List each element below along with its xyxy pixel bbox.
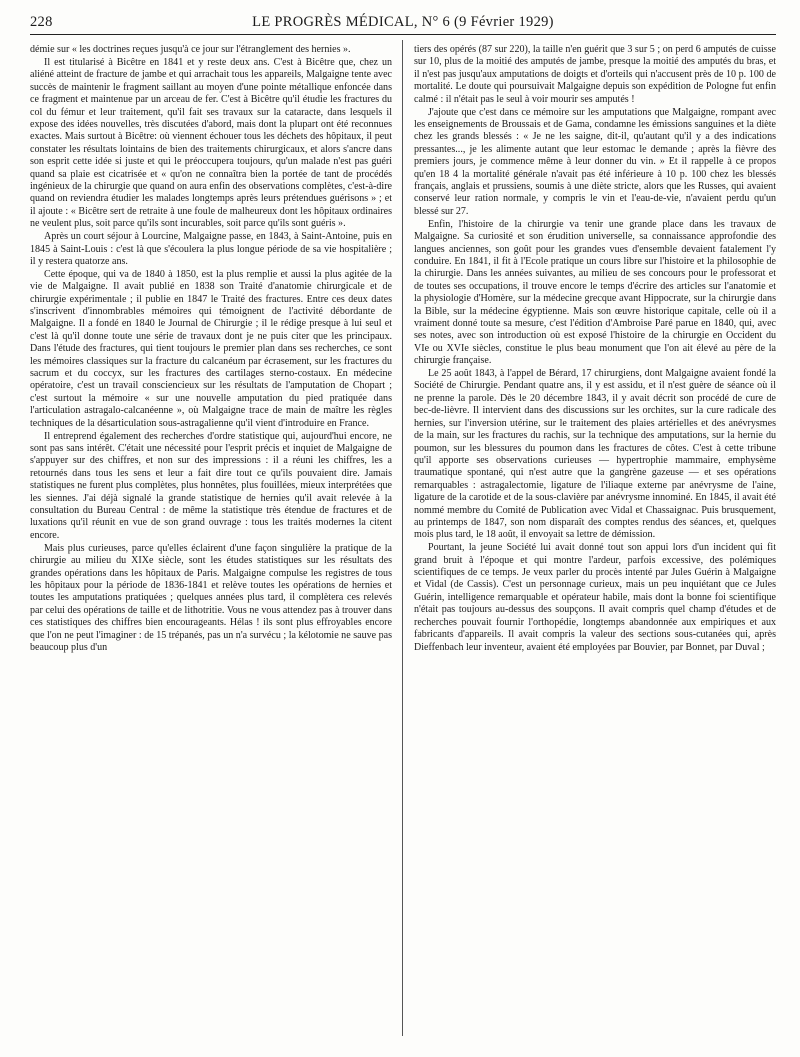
right-column xyxy=(414,44,776,1044)
left-column xyxy=(30,44,392,1044)
paragraph: démie sur « les doctrines reçues jusqu'à ce jour sur l'étranglement des hernies ». xyxy=(30,44,351,55)
paragraph: Il est titularisé à Bicêtre en 1841 et y reste deux ans. C'est à Bicêtre que, chez un aliéné atteint de fracture de jambe et qui arrachait tous les appareils, Malgaigne tente avec succès de maintenir le fragment saillant au moyen d'une pointe métallique enfoncée dans ce fragment et maintenue par un arceau de fer. C'est à Bicêtre qu'il étudie les fractures du col du fémur et leur traitement, qu'il fait ses travaux sur la cataracte, dans lesquels il expose des idées nouvelles, très discutées d'abord, mais dont la plupart ont été reconnues exactes. Mais surtout à Bicêtre: où viennent échouer tous les déchets des hôpitaux, il peut constater les résultats lointains de bien des traitements chirurgicaux, et alors s'ancre dans son esprit cette idée si juste et qui le préoccupera toujours, qu'un malade n'est pas guéri quand sa plaie est cicatrisée et « qu'on ne connaîtra bien la portée de tant de procédés ingénieux de la chirurgie que quand on aura enfin des observations complètes, c'est-à-dire quand on reviendra étudier les malades longtemps après leurs prétendues guérisons » ; et il ajoute : « Bicêtre sert de retraite à une foule de malheureux dont les hôpitaux ordinaires ne veulent plus, soit parce qu'ils sont incurables, soit parce qu'ils sont guéris ». xyxy=(30,56,392,230)
paragraph: Mais plus curieuses, parce qu'elles éclairent d'une façon singulière la pratique de la chirurgie au milieu du XIXe siècle, sont les études statistiques sur les résultats des grandes opérations dans les hôpitaux de Paris. Malgaigne compulse les registres de tous les hôpitaux pour la période de 1836-1841 et relève toutes les opérations de hernies et toutes les amputations pratiquées ; quelques années plus tard, il complètera ces relevés par celui des opérations de taille et de lithotritie. Vous ne vous attendez pas à trouver dans ces statistiques des chiffres bien encourageants. Hélas ! ils sont plus effroyables encore que l'on ne peut l'imaginer : de 15 trépanés, pas un n'a survécu ; la kélotomie ne sauve pas beaucoup plus d'un xyxy=(30,542,392,653)
paragraph: J'ajoute que c'est dans ce mémoire sur les amputations que Malgaigne, rompant avec les enseignements de Broussais et de Gama, condamne les émissions sanguines et la diète chez les grands blessés : « Je ne les saigne, dit-il, qu'autant qu'il y a des indications pressantes..., je les alimente autant que leur estomac le demande ; après la fièvre des premiers jours, je commence même à leur donner du vin. » Et il rappelle à ce propos qu'en 18 4 la mortalité générale n'avait pas été inférieure à 10 p. 100 chez les blessés français, anglais et prussiens, soumis à une diète stricte, alors que les Russes, qui avaient conservé leur ration normale, y compris le vin et l'eau-de-vie, n'avaient perdu qu'un blessé sur 27. xyxy=(414,106,776,217)
paragraph: Enfin, l'histoire de la chirurgie va tenir une grande place dans les travaux de Malgaigne. Sa curiosité et son érudition universelle, sa connaissance approfondie des langues anciennes, son goût pour les grandes vues d'ensemble devaient fatalement l'y conduire. En 1841, il fit à l'Ecole pratique un cours libre sur l'histoire et la philosophie de la chirurgie. Dans les années suivantes, au milieu de ses concours pour le professorat et de toutes ses occupations, il trouve encore le temps d'écrire des articles sur l'anatomie et la physiologie d'Homère, sur la médecine grecque avant Hippocrate, sur la chirurgie dans la Bible, sur la médecine égyptienne. Mais son œuvre historique capitale, celle où il a vraiment donné toute sa mesure, c'est l'édition d'Ambroise Paré parue en 1840, qui, avec ses notes, avec son introduction où est exposé l'histoire de la chirurgie en Occident du VIe ou XVIe siècles, constitue le plus beau monument que l'on ait élevé au père de la chirurgie française. xyxy=(414,218,776,367)
paragraph: Il entreprend également des recherches d'ordre statistique qui, aujourd'hui encore, ne sont pas sans intérêt. C'était une nécessité pour l'esprit précis et inquiet de Malgaigne de s'appuyer sur des chiffres, et non sur des impressions : il a réuni les chiffres, les a retournés dans tous les sens et leur a fait dire tout ce qu'ils pouvaient dire. Jamais statistiques ne furent plus complètes, plus honnêtes, plus fouillées, mieux interprétées que les siennes. J'ai déjà signalé la grande statistique de hernies qu'il avait relevée à la consultation du Bureau Central : de même la statistique très étendue de fractures et de luxations qu'il réunit en vue de son grand ouvrage : tous les traités modernes la citent encore. xyxy=(30,430,392,541)
paragraph: tiers des opérés (87 sur 220), la taille n'en guérit que 3 sur 5 ; on perd 6 amputés de cuisse sur 10, plus de la moitié des amputés de jambe, presque la moitié des amputés du bras, et il n'est pas jusqu'aux amputations de doigts et d'orteils qui n'accusent près de 10 p. 100 de mortalité. Le doute qui poursuivait Malgaigne depuis son expédition de Pologne fut enfin calmé : il n'était pas le seul à voir mourir ses amputés ! xyxy=(414,44,776,105)
column-divider xyxy=(402,40,403,1036)
paragraph: Cette époque, qui va de 1840 à 1850, est la plus remplie et aussi la plus agitée de la vie de Malgaigne. Il avait publié en 1838 son Traité d'anatomie chirurgicale et de chirurgie expérimentale ; il publie en 1847 le Traité des fractures. Entre ces deux dates s'inscrivent d'innombrables mémoires qui témoignent de l'activité débordante de Malgaigne. Il a fondé en 1840 le Journal de Chirurgie ; il le rédige presque à lui seul et c'est là qu'il donne toute une série de travaux dont je ne puis citer que les principaux. Dans l'étude des fractures, qui tient toujours le premier plan dans ses recherches, ce sont les mémoires classiques sur la fracture du calcanéum par écrasement, sur les fractures du sacrum et du coccyx, sur les fractures des cartilages sterno-costaux. En médecine opératoire, c'est un travail consciencieux sur les résultats de l'amputation de Chopart ; c'est surtout la mémoire « sur une nouvelle amputation du pied pratiquée dans l'articulation astragalo-calcanéenne », où Malgaigne trace de main de maître les règles techniques de la désarticulation sous-astragalienne qu'il vient d'introduire en France. xyxy=(30,268,392,429)
journal-title: LE PROGRÈS MÉDICAL, N° 6 (9 Février 1929) xyxy=(252,14,554,30)
paragraph: Pourtant, la jeune Société lui avait donné tout son appui lors d'un incident qui fit grand bruit à l'époque et qui montre l'ardeur, parfois excessive, des polémiques scientifiques de ce temps. Je veux parler du procès intenté par Jules Guérin à Malgaigne et Vidal (de Cassis). C'est un personnage curieux, mais un peu inquiétant que ce Jules Guérin, intelligence remarquable et opérateur habile, mais dont la bonne foi scientifique n'était pas toujours au-dessus des soupçons. Il avait compris quel champ d'études et de recherches pouvait fournir l'orthopédie, longtemps abandonnée aux empiriques et aux fabricants d'appareils. Il avait compris la valeur des sections sous-cutanées qui, après Dieffenbach leur inventeur, avaient été employées par Bouvier, par Bonnet, par Duval ; xyxy=(414,542,776,653)
running-header xyxy=(30,10,776,35)
paragraph: Le 25 août 1843, à l'appel de Bérard, 17 chirurgiens, dont Malgaigne avaient fondé la Société de Chirurgie. Pendant quatre ans, il y est assidu, et il n'est guère de séance où il ne prenne la parole. Dès le 20 décembre 1843, il y avait décrit son procédé de cure de bec-de-lièvre. Il intervient dans des discussions sur les orchites, sur la cure radicale des hernies, sur l'inversion utérine, sur le traitement des plaies artérielles et des anévrysmes de la main, sur les fractures du rachis, sur la technique des amputations, sur la hernie du poumon, sur les blessures du poumon dans les fractures de côtes. C'est à cette tribune qu'il apporte ses observations curieuses — hypertrophie mammaire, emphysème traumatique spontané, qui n'est autre que la gangrène gazeuse — et ses opérations remarquables : astragalectomie, ligature de l'iliaque externe par anévrysme de l'aine, ligature de la carotide et de la sous-clavière par anévrysme innominé. En 1845, il avait été nommé membre du Comité de Publication avec Vidal et Chassaignac. Puis brusquement, au printemps de 1847, son nom disparaît des comptes rendus des séances, et, quelques mois plus tard, le 18 août, il envoyait sa lettre de démission. xyxy=(414,368,776,541)
paragraph: Après un court séjour à Lourcine, Malgaigne passe, en 1843, à Saint-Antoine, puis en 1845 à Saint-Louis : c'est là que s'écoulera la plus longue période de sa vie hospitalière ; il y restera quatorze ans. xyxy=(30,231,392,267)
page-number: 228 xyxy=(30,14,53,30)
